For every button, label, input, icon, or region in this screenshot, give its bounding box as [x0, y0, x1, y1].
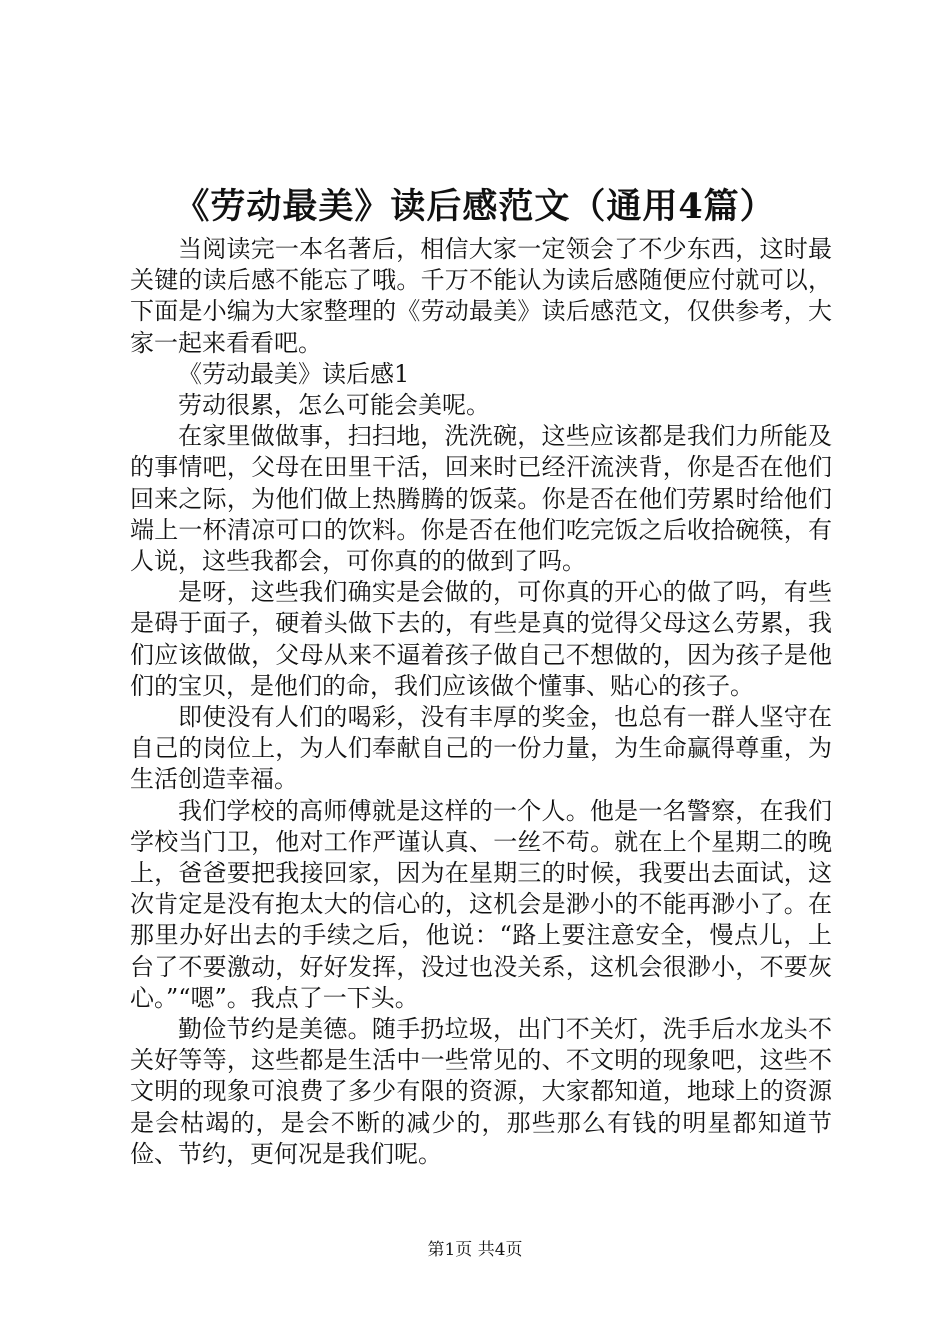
section-heading: 《劳动最美》读后感1 [178, 359, 410, 388]
paragraph: 我们学校的高师傅就是这样的一个人。他是一名警察，在我们学校当门卫，他对工作严谨认真、一丝不苟。就在上个星期二的晚上，爸爸要把我接回家，因为在星期三的时候，我要出去面试，这次肯定是没有抱太大的信心的，这机会是渺小的不能再渺小了。在那里办好出去的手续之后，他说：“路上要注意安全，慢点儿，上台了不要激动，好好发挥，没过也没关系，这机会很渺小，不要灰心。”“嗯”。我点了一下头。 [130, 796, 832, 1012]
paragraph: 是呀，这些我们确实是会做的，可你真的开心的做了吗，有些是碍于面子，硬着头做下去的，有些是真的觉得父母这么劳累，我们应该做做，父母从来不逼着孩子做自己不想做的，因为孩子是他们的宝贝，是他们的命，我们应该做个懂事、贴心的孩子。 [130, 578, 832, 700]
paragraph: 在家里做做事，扫扫地，洗洗碗，这些应该都是我们力所能及的事情吧，父母在田里干活，回来时已经汗流浃背，你是否在他们回来之际，为他们做上热腾腾的饭菜。你是否在他们劳累时给他们端上一杯清凉可口的饮料。你是否在他们吃完饭之后收拾碗筷，有人说，这些我都会，可你真的的做到了吗。 [130, 422, 832, 576]
paragraph: 劳动很累，怎么可能会美呢。 [178, 391, 490, 420]
document-title: 《劳动最美》读后感范文（通用4篇） [174, 186, 776, 227]
page-footer: 第1页 共4页 [427, 1240, 523, 1260]
paragraph-intro: 当阅读完一本名著后，相信大家一定领会了不少东西，这时最关键的读后感不能忘了哦。千万不能认为读后感随便应付就可以，下面是小编为大家整理的《劳动最美》读后感范文，仅供参考，大家一起来看看吧。 [130, 235, 832, 357]
paragraph: 即使没有人们的喝彩，没有丰厚的奖金，也总有一群人坚守在自己的岗位上，为人们奉献自己的一份力量，为生命赢得尊重，为生活创造幸福。 [130, 703, 832, 794]
paragraph: 勤俭节约是美德。随手扔垃圾，出门不关灯，洗手后水龙头不关好等等，这些都是生活中一些常见的、不文明的现象吧，这些不文明的现象可浪费了多少有限的资源，大家都知道，地球上的资源是会枯竭的，是会不断的减少的，那些那么有钱的明星都知道节俭、节约，更何况是我们呢。 [130, 1015, 832, 1168]
document-body [130, 234, 832, 1170]
